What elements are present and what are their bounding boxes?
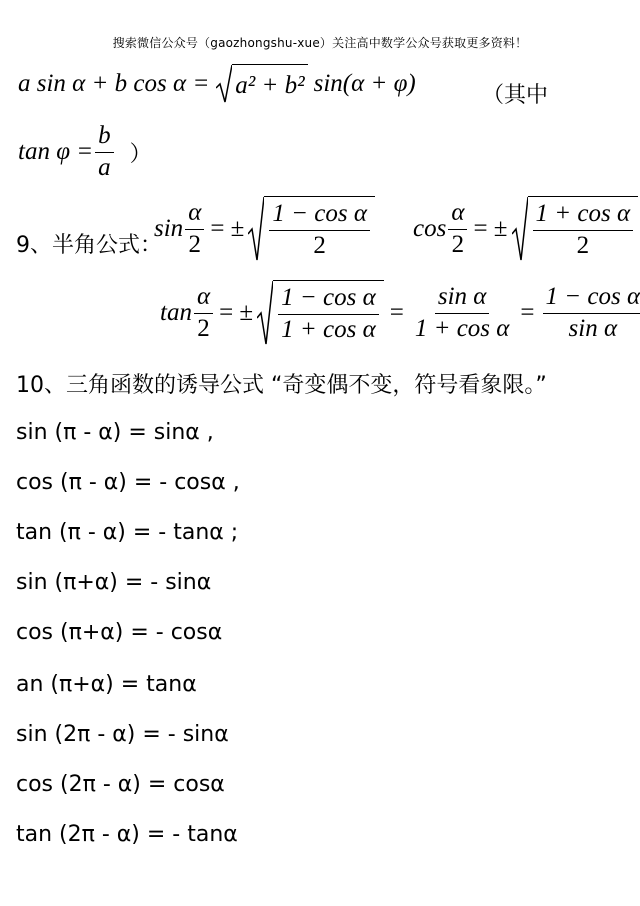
frac-denominator: 1 + cos α (414, 314, 510, 342)
aux-eq: = (194, 70, 209, 97)
radical-sign-icon (257, 280, 273, 346)
frac-denominator: sin α (568, 314, 618, 342)
frac-numerator: α (194, 283, 213, 314)
induction-line: cos (π - α) = - cosα , (16, 470, 240, 495)
aux-sqrt-content: a² + b² (232, 64, 307, 104)
half-cos-lhs: cos (413, 215, 447, 242)
aux-lhs: a sin α + b cos α (18, 70, 187, 97)
induction-line: an (π+α) = tanα (16, 672, 197, 697)
aux-note-close: ） (129, 141, 152, 167)
tan-phi-fraction (95, 122, 114, 183)
frac-denominator: a (98, 153, 111, 181)
tan-phi-formula (18, 122, 152, 183)
half-cos-arg (448, 199, 467, 260)
frac-denominator: 2 (576, 232, 590, 259)
frac-numerator: 1 − cos α (269, 200, 370, 231)
half-tan-fraction-3 (543, 283, 640, 344)
frac-numerator: 1 − cos α (278, 284, 379, 315)
page-header: 搜索微信公众号（gaozhongshu-xue）关注高中数学公众号获取更多资料！ (112, 36, 528, 50)
aux-sqrt (216, 64, 307, 104)
frac-numerator: α (185, 199, 204, 230)
plus-minus: = ± (219, 299, 254, 326)
plus-minus: = ± (210, 215, 245, 242)
induction-line: cos (π+α) = - cosα (16, 620, 223, 645)
induction-title: 10、三角函数的诱导公式 “奇变偶不变，符号看象限。” (16, 373, 547, 398)
aux-note-open: （其中 (482, 83, 549, 108)
half-tan-lhs: tan (160, 299, 192, 326)
frac-numerator: α (448, 199, 467, 230)
frac-numerator: 1 + cos α (533, 200, 634, 231)
aux-rhs: sin(α + φ) (313, 70, 416, 97)
aux-angle-formula (18, 64, 416, 104)
induction-line: cos (2π - α) = cosα (16, 772, 225, 797)
half-tan-arg (194, 283, 213, 344)
frac-denominator: 2 (197, 314, 210, 342)
half-cos-formula (413, 196, 638, 262)
frac-denominator: 2 (451, 230, 465, 258)
half-cos-sqrt (512, 196, 639, 262)
half-tan-sqrt (257, 280, 384, 346)
frac-numerator: 1 − cos α (543, 283, 640, 314)
frac-numerator: b (95, 122, 114, 153)
induction-line: sin (π+α) = - sinα (16, 570, 212, 595)
frac-denominator: 2 (313, 232, 326, 259)
equals-sign: = (520, 299, 535, 326)
half-sin-arg (185, 199, 204, 260)
frac-denominator: 2 (188, 230, 201, 258)
induction-line: tan (2π - α) = - tanα (16, 822, 238, 847)
half-tan-formula (160, 280, 640, 346)
half-tan-fraction-2 (412, 283, 513, 344)
frac-denominator: 1 + cos α (281, 316, 376, 343)
half-sin-sqrt (248, 196, 375, 262)
half-sin-lhs: sin (154, 215, 184, 242)
induction-line: tan (π - α) = - tanα ; (16, 520, 239, 545)
induction-line: sin (2π - α) = - sinα (16, 722, 229, 747)
plus-minus: = ± (473, 215, 508, 242)
equals-sign: = (389, 299, 404, 326)
half-sin-formula (154, 196, 375, 262)
radical-sign-icon (216, 64, 232, 104)
radical-sign-icon (512, 196, 528, 262)
half-angle-label: 9、半角公式： (16, 233, 162, 258)
tan-phi-lhs: tan φ = (18, 138, 94, 166)
radical-sign-icon (248, 196, 264, 262)
frac-numerator: sin α (435, 283, 490, 314)
induction-line: sin (π - α) = sinα , (16, 420, 214, 445)
